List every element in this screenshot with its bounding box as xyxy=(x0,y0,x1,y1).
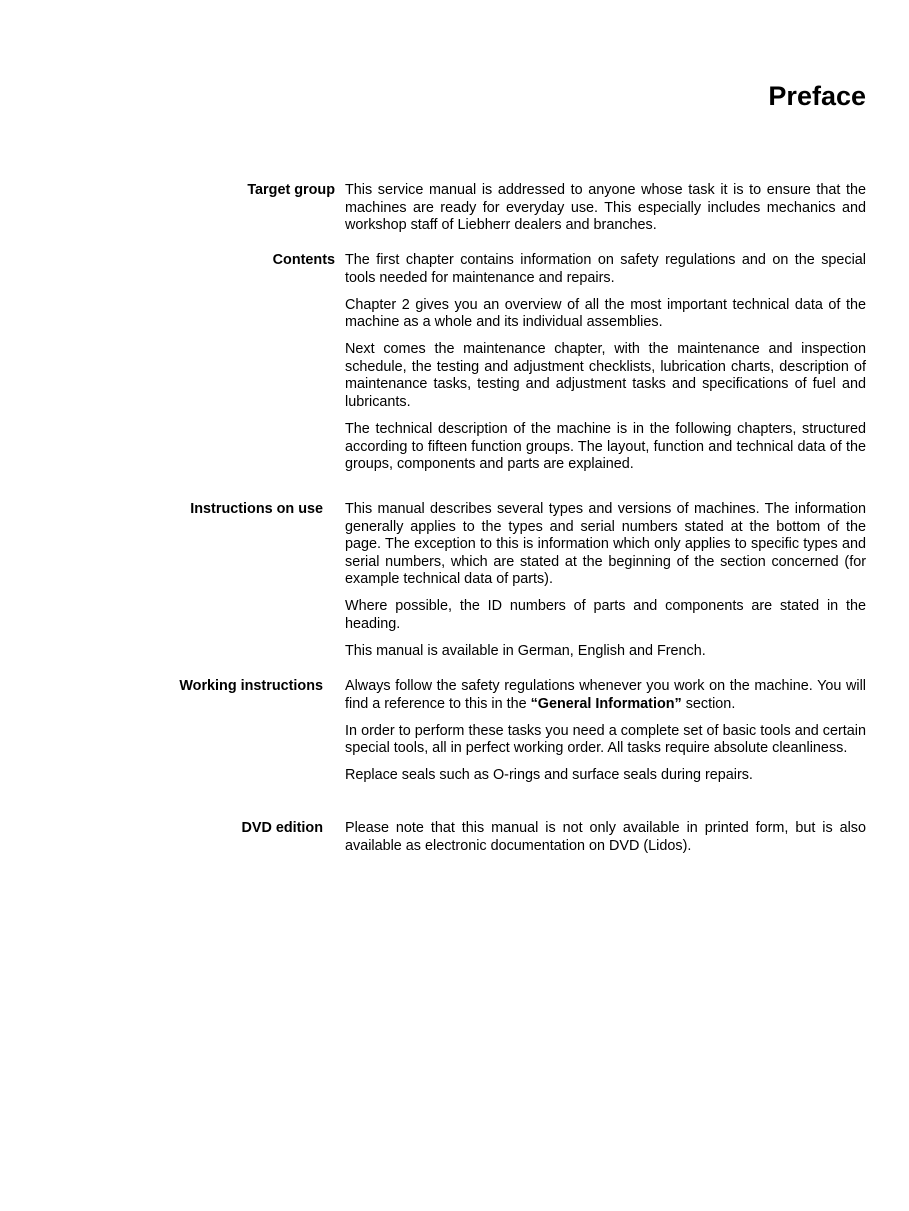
paragraph: The first chapter contains information on safety regulations and on the special tools needed for maintenance and repairs. xyxy=(345,252,866,286)
paragraph-text: Always follow the safety regulations whenever you work on the machine. You will find a reference to this in the xyxy=(345,678,866,712)
section-body-instructions-on-use xyxy=(345,501,866,661)
paragraph: The technical description of the machine is in the following chapters, structured according to fifteen function groups. The layout, function and technical data of the groups, components and parts are explained. xyxy=(345,420,866,473)
section-label-working-instructions: Working instructions xyxy=(179,678,323,694)
paragraph: Next comes the maintenance chapter, with the maintenance and inspection schedule, the testing and adjustment checklists, lubrication charts, description of maintenance tasks, testing and adjustment tasks and specifications of fuel and lubricants. xyxy=(345,341,866,410)
section-label-dvd-edition: DVD edition xyxy=(241,820,323,836)
section-body-target-group xyxy=(345,182,866,235)
paragraph: Chapter 2 gives you an overview of all the most important technical data of the machine as a whole and its individual assemblies. xyxy=(345,296,866,331)
section-label-target-group: Target group xyxy=(247,182,335,198)
section-body-contents xyxy=(345,252,866,474)
section-label-contents: Contents xyxy=(272,252,335,268)
section-label-instructions-on-use: Instructions on use xyxy=(190,501,323,517)
paragraph: Replace seals such as O-rings and surface seals during repairs. xyxy=(345,767,753,784)
paragraph xyxy=(345,678,866,713)
paragraph: In order to perform these tasks you need a complete set of basic tools and certain special tools, all in perfect working order. All tasks require absolute cleanliness. xyxy=(345,722,866,757)
paragraph: This manual describes several types and versions of machines. The information generally applies to the types and serial numbers stated at the bottom of the page. The exception to this is information which only applies to specific types and serial numbers, which are stated at the beginning of the section concerned (for example technical data of parts). xyxy=(345,501,866,588)
paragraph: This service manual is addressed to anyone whose task it is to ensure that the machines are ready for everyday use. This especially includes mechanics and workshop staff of Liebherr dealers and branches. xyxy=(345,182,866,234)
reference-general-information: “General Information” xyxy=(530,695,682,712)
paragraph: Where possible, the ID numbers of parts and components are stated in the heading. xyxy=(345,598,866,632)
paragraph-text: section. xyxy=(681,695,736,712)
page-title: Preface xyxy=(768,81,866,111)
section-body-dvd-edition xyxy=(345,820,866,855)
paragraph: Please note that this manual is not only available in printed form, but is also available as electronic documentation on DVD (Lidos). xyxy=(345,820,866,854)
section-body-working-instructions xyxy=(345,678,866,785)
paragraph: This manual is available in German, English and French. xyxy=(345,642,706,659)
